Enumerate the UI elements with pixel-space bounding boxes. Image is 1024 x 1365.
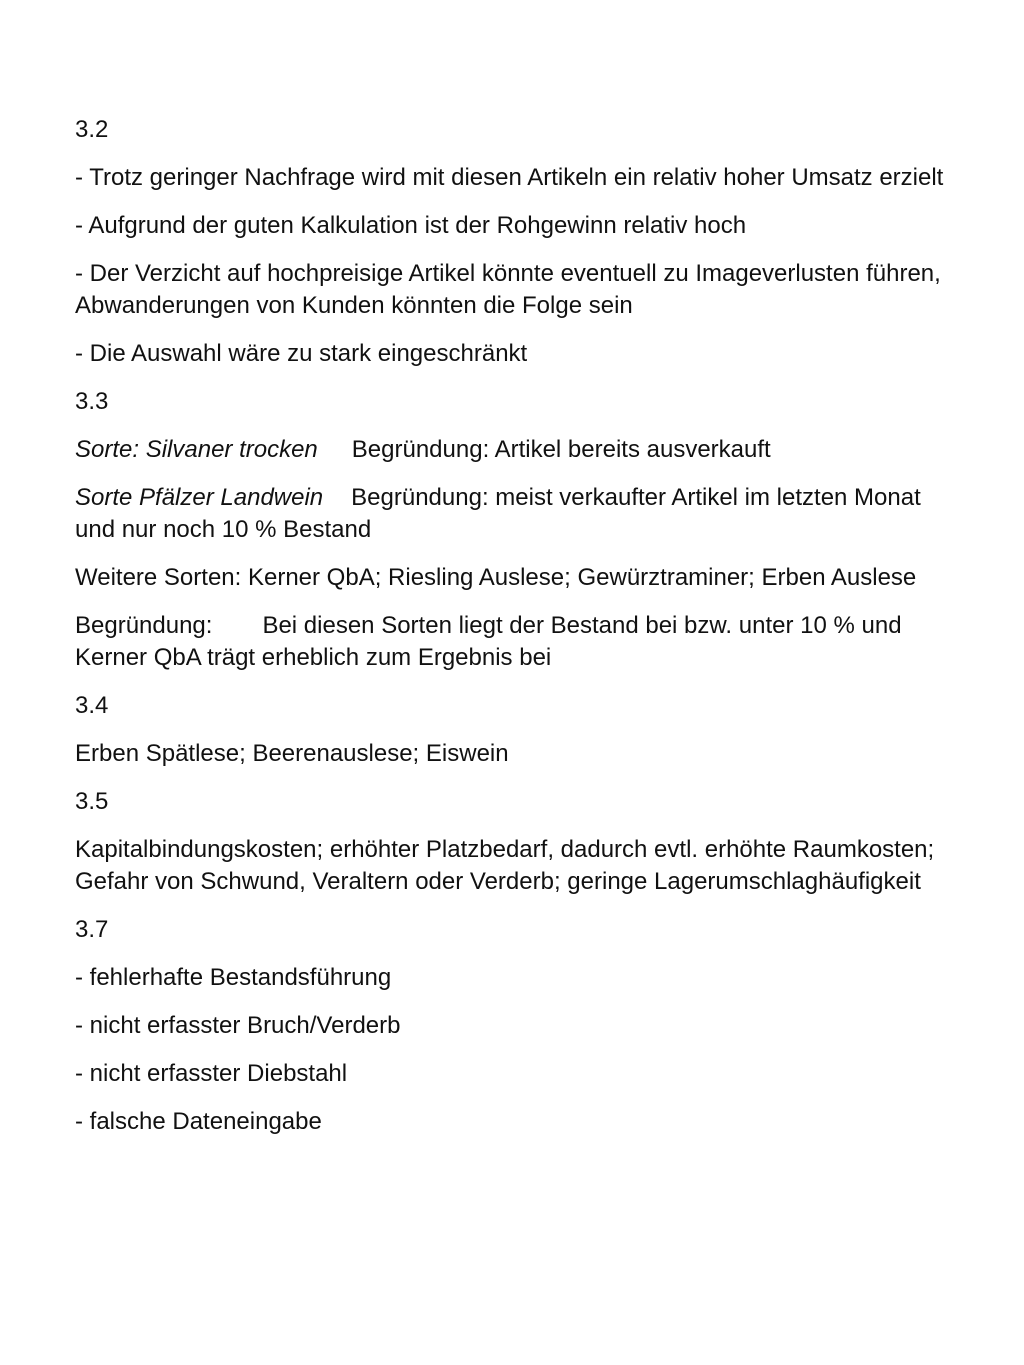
section-text-3-4: Erben Spätlese; Beerenauslese; Eiswein (75, 740, 509, 767)
document-content (75, 114, 965, 1138)
list-item: - Aufgrund der guten Kalkulation ist der Rohgewinn relativ hoch (75, 212, 747, 239)
variety-row-landwein (75, 482, 965, 546)
list-item: - nicht erfasster Diebstahl (75, 1060, 348, 1087)
variety-row-silvaner (75, 434, 965, 466)
variety-reason: Begründung: meist verkaufter Artikel im letzten Monat und nur noch 10 % Bestand (75, 484, 921, 543)
reason-label: Begründung: (75, 612, 213, 639)
list-item: - Der Verzicht auf hochpreisige Artikel könnte eventuell zu Imageverlusten führen, Abwanderungen von Kunden könnten die Folge sein (75, 260, 941, 319)
list-item: - Trotz geringer Nachfrage wird mit diesen Artikeln ein relativ hoher Umsatz erzielt (75, 164, 944, 191)
variety-label: Sorte: Silvaner trocken (75, 436, 318, 463)
section-heading-3-2: 3.2 (75, 116, 109, 143)
list-item: - falsche Dateneingabe (75, 1108, 322, 1135)
list-item: - Die Auswahl wäre zu stark eingeschränkt (75, 340, 528, 367)
variety-reason: Begründung: Artikel bereits ausverkauft (351, 436, 771, 463)
list-item: - nicht erfasster Bruch/Verderb (75, 1012, 401, 1039)
reason-paragraph (75, 610, 965, 674)
further-varieties: Weitere Sorten: Kerner QbA; Riesling Auslese; Gewürztraminer; Erben Auslese (75, 564, 917, 591)
section-heading-3-5: 3.5 (75, 788, 109, 815)
list-item: - fehlerhafte Bestandsführung (75, 964, 392, 991)
section-text-3-5: Kapitalbindungskosten; erhöhter Platzbedarf, dadurch evtl. erhöhte Raumkosten; Gefahr von Schwund, Veraltern oder Verderb; geringe Lagerumschlaghäufigkeit (75, 836, 935, 895)
section-heading-3-3: 3.3 (75, 388, 109, 415)
reason-text: Bei diesen Sorten liegt der Bestand bei bzw. unter 10 % und Kerner QbA trägt erheblich zum Ergebnis bei (75, 612, 902, 671)
section-heading-3-4: 3.4 (75, 692, 109, 719)
variety-label: Sorte Pfälzer Landwein (75, 484, 324, 511)
section-heading-3-7: 3.7 (75, 916, 109, 943)
